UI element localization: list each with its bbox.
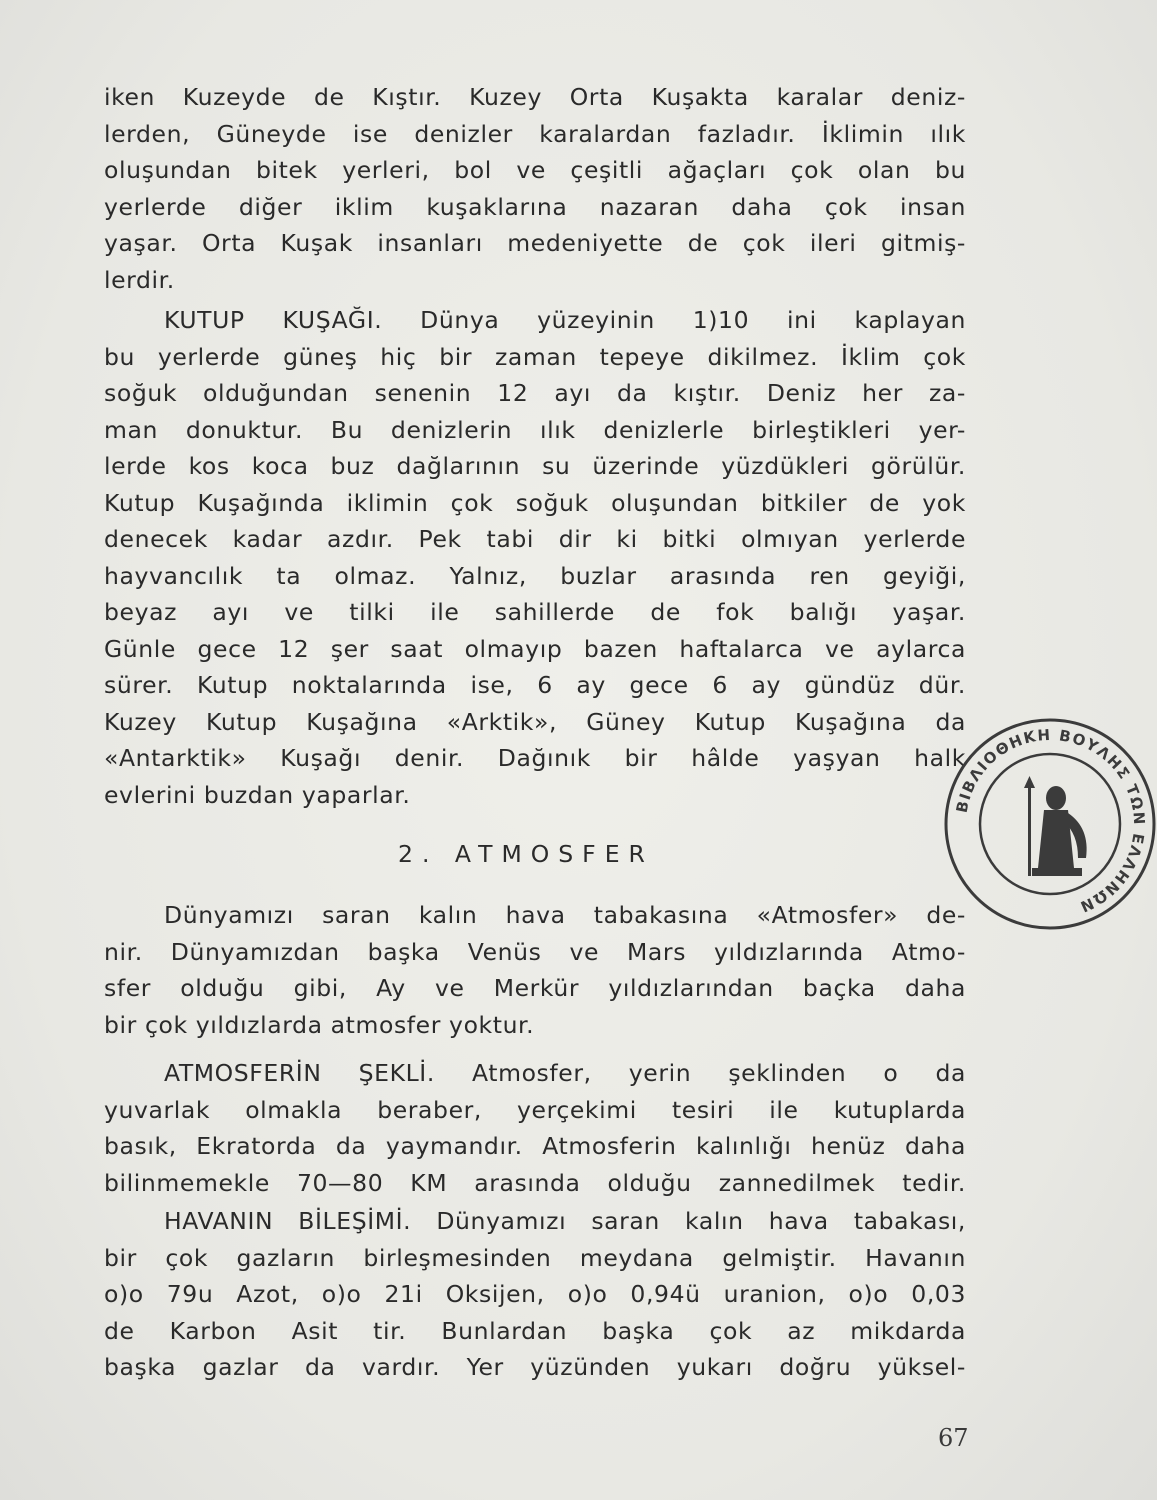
paragraph-atmosferin-sekli [104,1055,966,1201]
library-stamp [944,718,1156,930]
paragraph-kutup-kusagi [104,302,966,813]
paragraph-atmosfer-intro [104,897,966,1043]
text-line: başka gazlar da vardır. Yer yüzünden yukarı doğru yüksel- [104,1353,966,1381]
text-line: Dünyamızı saran kalın hava tabakasına «Atmosfer» de- [164,901,966,929]
athena-figure-icon [1024,776,1087,876]
text-line: lerden, Güneyde ise denizler karalardan fazladır. İklimin ılık [104,119,966,148]
text-line: Kutup Kuşağında iklimin çok soğuk oluşundan bitkiler de yok [104,488,966,517]
text-line: bir çok gazların birleşmesinden meydana gelmiştir. Havanın [104,1243,966,1272]
text-line: yaşar. Orta Kuşak insanları medeniyette de çok ileri gitmiş- [104,229,966,257]
text-line: bu yerlerde güneş hiç bir zaman tepeye dikilmez. İklim çok [104,342,966,371]
text-line: denecek kadar azdır. Pek tabi dir ki bitki olmıyan yerlerde [104,525,966,553]
text-line: sürer. Kutup noktalarında ise, 6 ay gece 6 ay gündüz dür. [104,671,966,699]
paragraph-havanin-bilesimi [104,1203,966,1386]
text-line: yerlerde diğer iklim kuşaklarına nazaran daha çok insan [104,192,966,221]
text-line: nir. Dünyamızdan başka Venüs ve Mars yıldızlarında Atmo- [104,937,966,966]
text-line: Günle gece 12 şer saat olmayıp bazen haftalarca ve aylarca [104,634,966,663]
paragraph-orta-kusak [104,79,966,298]
stamp-ring-text: ΒΙΒΛΙΟΘΗΚΗ ΒΟΥΛΗΣ ΤΩΝ ΕΛΛΗΝΩΝ [952,725,1149,917]
text-line: oluşundan bitek yerleri, bol ve çeşitli ağaçları çok olan bu [104,156,966,184]
text-line: beyaz ayı ve tilki ile sahillerde de fok balığı yaşar. [104,598,966,626]
text-line: evlerini buzdan yaparlar. [104,780,411,809]
text-line: yuvarlak olmakla beraber, yerçekimi tesiri ile kutuplarda [104,1095,966,1124]
text-line: bilinmemekle 70—80 KM arasında olduğu zannedilmek tedir. [104,1168,966,1197]
text-line: Kuzey Kutup Kuşağına «Arktik», Güney Kutup Kuşağına da [104,707,966,736]
page-number: 67 [938,1424,969,1452]
text-line: man donuktur. Bu denizlerin ılık denizlerle birleştikleri yer- [104,415,966,444]
section-heading: 2. ATMOSFER [398,840,654,868]
text-line: o)o 79u Azot, o)o 21i Oksijen, o)o 0,94ü uranion, o)o 0,03 [104,1280,966,1308]
text-line: de Karbon Asit tir. Bunlardan başka çok az mikdarda [104,1316,966,1345]
text-line: lerdir. [104,265,175,294]
text-line: bir çok yıldızlarda atmosfer yoktur. [104,1010,535,1039]
text-line: sfer olduğu gibi, Ay ve Merkür yıldızlarından baçka daha [104,974,966,1002]
library-stamp-graphic [944,718,1156,930]
text-line: ATMOSFERİN ŞEKLİ. Atmosfer, yerin şeklinden o da [164,1059,966,1087]
text-line: lerde kos koca buz dağlarının su üzerinde yüzdükleri görülür. [104,452,966,480]
text-line: «Antarktik» Kuşağı denir. Dağınık bir hâlde yaşyan halk [104,744,966,772]
text-line: HAVANIN BİLEŞİMİ. Dünyamızı saran kalın hava tabakası, [164,1207,966,1235]
text-line: hayvancılık ta olmaz. Yalnız, buzlar arasında ren geyiği, [104,561,966,590]
text-line: KUTUP KUŞAĞI. Dünya yüzeyinin 1)10 ini kaplayan [164,306,966,334]
text-line: basık, Ekratorda da yaymandır. Atmosferin kalınlığı henüz daha [104,1132,966,1160]
text-line: soğuk olduğundan senenin 12 ayı da kıştır. Deniz her za- [104,379,966,407]
text-line: iken Kuzeyde de Kıştır. Kuzey Orta Kuşakta karalar deniz- [104,83,966,111]
